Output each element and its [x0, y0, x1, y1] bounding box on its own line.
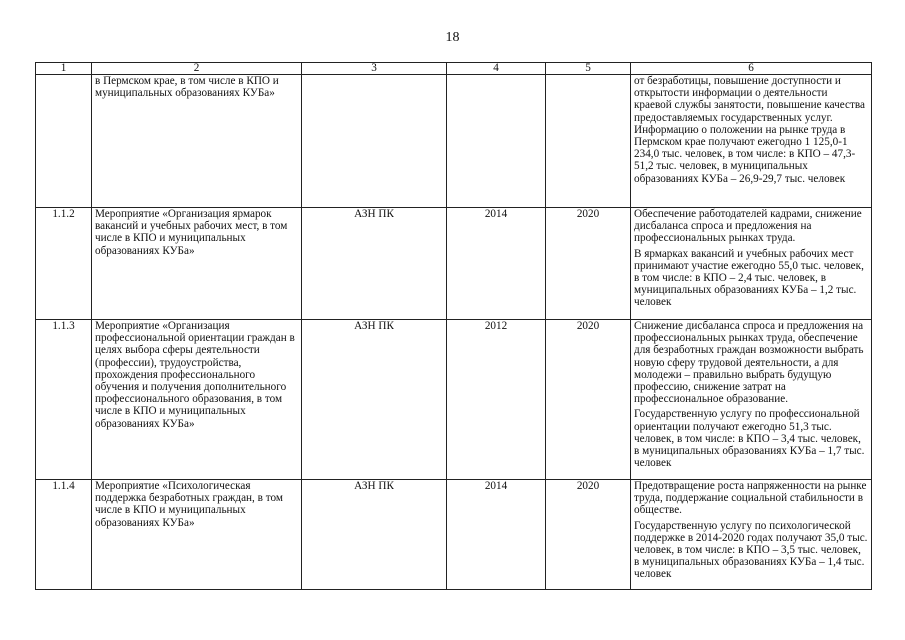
- measure-end-year: 2020: [546, 320, 631, 480]
- column-number-2: 2: [92, 63, 302, 75]
- result-paragraph: Предотвращение роста напряженности на рынке труда, поддержание социальной стабильности в обществе.: [634, 480, 867, 517]
- column-number-3: 3: [302, 63, 447, 75]
- measure-start-year: 2014: [447, 480, 546, 590]
- result-paragraph: Государственную услугу по психологической поддержке в 2014-2020 годах получают 35,0 тыс. человек, в том числе: в КПО – 3,5 тыс. человек, в муниципальных образованиях КУБа – 1,4 тыс. человек: [634, 519, 868, 581]
- result-paragraph: В ярмарках вакансий и учебных рабочих мест принимают участие ежегодно 55,0 тыс. человек, в том числе: в КПО – 2,4 тыс. человек, в муниципальных образованиях КУБа – 1,2 тыс. человек: [634, 247, 864, 309]
- measure-executor: АЗН ПК: [302, 208, 447, 320]
- measure-result: [631, 208, 872, 320]
- measure-start-year: 2012: [447, 320, 546, 480]
- column-number-1: 1: [36, 63, 92, 75]
- measure-name: Мероприятие «Психологическая поддержка безработных граждан, в том числе в КПО и муниципальных образованиях КУБа»: [92, 480, 302, 590]
- page-number: 18: [445, 30, 460, 45]
- measure-name: Мероприятие «Организация ярмарок вакансий и учебных рабочих мест, в том числе в КПО и муниципальных образованиях КУБа»: [92, 208, 302, 320]
- measure-end-year: [546, 75, 631, 208]
- measure-result: [631, 320, 872, 480]
- column-number-6: 6: [631, 63, 872, 75]
- measure-executor: [302, 75, 447, 208]
- result-paragraph: Обеспечение работодателей кадрами, снижение дисбаланса спроса и предложения на профессиональных рынках труда.: [634, 208, 862, 245]
- result-paragraph: от безработицы, повышение доступности и открытости информации о деятельности краевой службы занятости, повышение качества предоставляемых государственных услуг. Информацию о положении на рынке труда в Пермском крае получают ежегодно 1 125,0-1 234,0 тыс. человек, в том числе: в КПО – 47,3-51,2 тыс. человек, в муниципальных образованиях КУБа – 26,9-29,7 тыс. человек: [634, 75, 865, 185]
- measure-executor: АЗН ПК: [302, 480, 447, 590]
- column-number-row: [36, 63, 872, 75]
- measure-number: 1.1.3: [36, 320, 92, 480]
- measure-result: [631, 75, 872, 208]
- measure-start-year: [447, 75, 546, 208]
- measure-end-year: 2020: [546, 480, 631, 590]
- measure-end-year: 2020: [546, 208, 631, 320]
- table-row: [36, 480, 872, 590]
- table-row: [36, 208, 872, 320]
- table-row: [36, 75, 872, 208]
- column-number-5: 5: [546, 63, 631, 75]
- measure-name: Мероприятие «Организация профессиональной ориентации граждан в целях выбора сферы деятельности (профессии), трудоустройства, прохождения профессионального обучения и получения дополнительного профессионального образования, в том числе в КПО и муниципальных образованиях КУБа»: [92, 320, 302, 480]
- measure-start-year: 2014: [447, 208, 546, 320]
- measure-result: [631, 480, 872, 590]
- result-paragraph: Снижение дисбаланса спроса и предложения на профессиональных рынках труда, обеспечение для безработных граждан возможности выбрать новую сферу трудовой деятельности, а для молодежи – правильно выбрать будущую профессию, снижение затрат на профессиональное образование.: [634, 320, 864, 406]
- measures-table: [35, 62, 872, 590]
- measure-number: 1.1.4: [36, 480, 92, 590]
- result-paragraph: Государственную услугу по профессиональной ориентации получают ежегодно 51,3 тыс. человек, в том числе: в КПО – 3,4 тыс. человек, в муниципальных образованиях КУБа – 1,7 тыс. человек: [634, 408, 865, 470]
- measure-name: в Пермском крае, в том числе в КПО и муниципальных образованиях КУБа»: [92, 75, 302, 208]
- measure-executor: АЗН ПК: [302, 320, 447, 480]
- table-row: [36, 320, 872, 480]
- measure-number: [36, 75, 92, 208]
- column-number-4: 4: [447, 63, 546, 75]
- measure-number: 1.1.2: [36, 208, 92, 320]
